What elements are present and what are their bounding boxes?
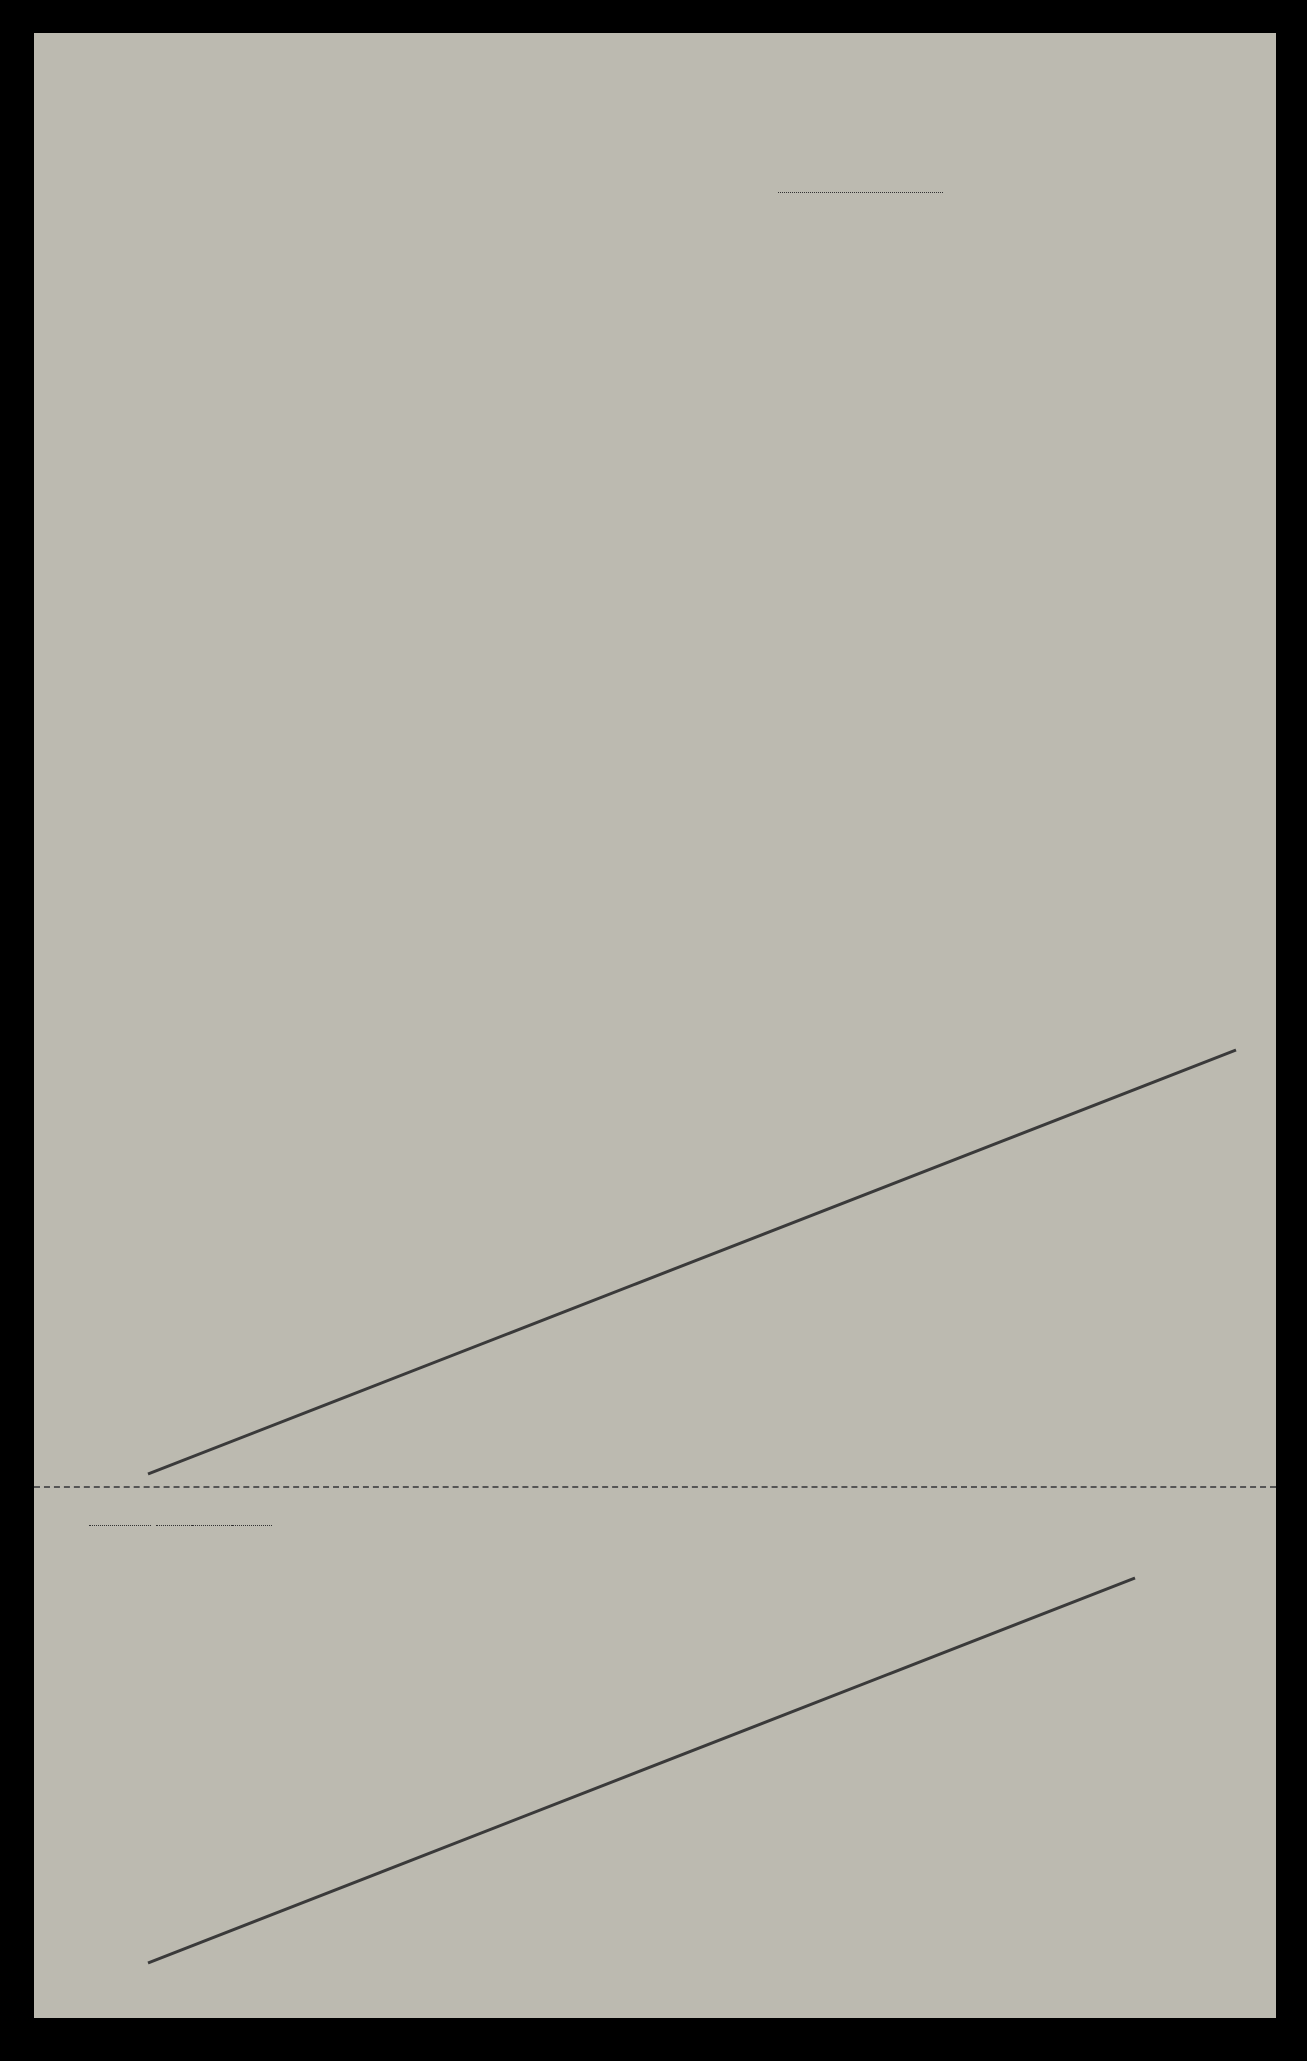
strike-part-bc bbox=[148, 1050, 1236, 1474]
strike-part-d bbox=[148, 1578, 1135, 1963]
